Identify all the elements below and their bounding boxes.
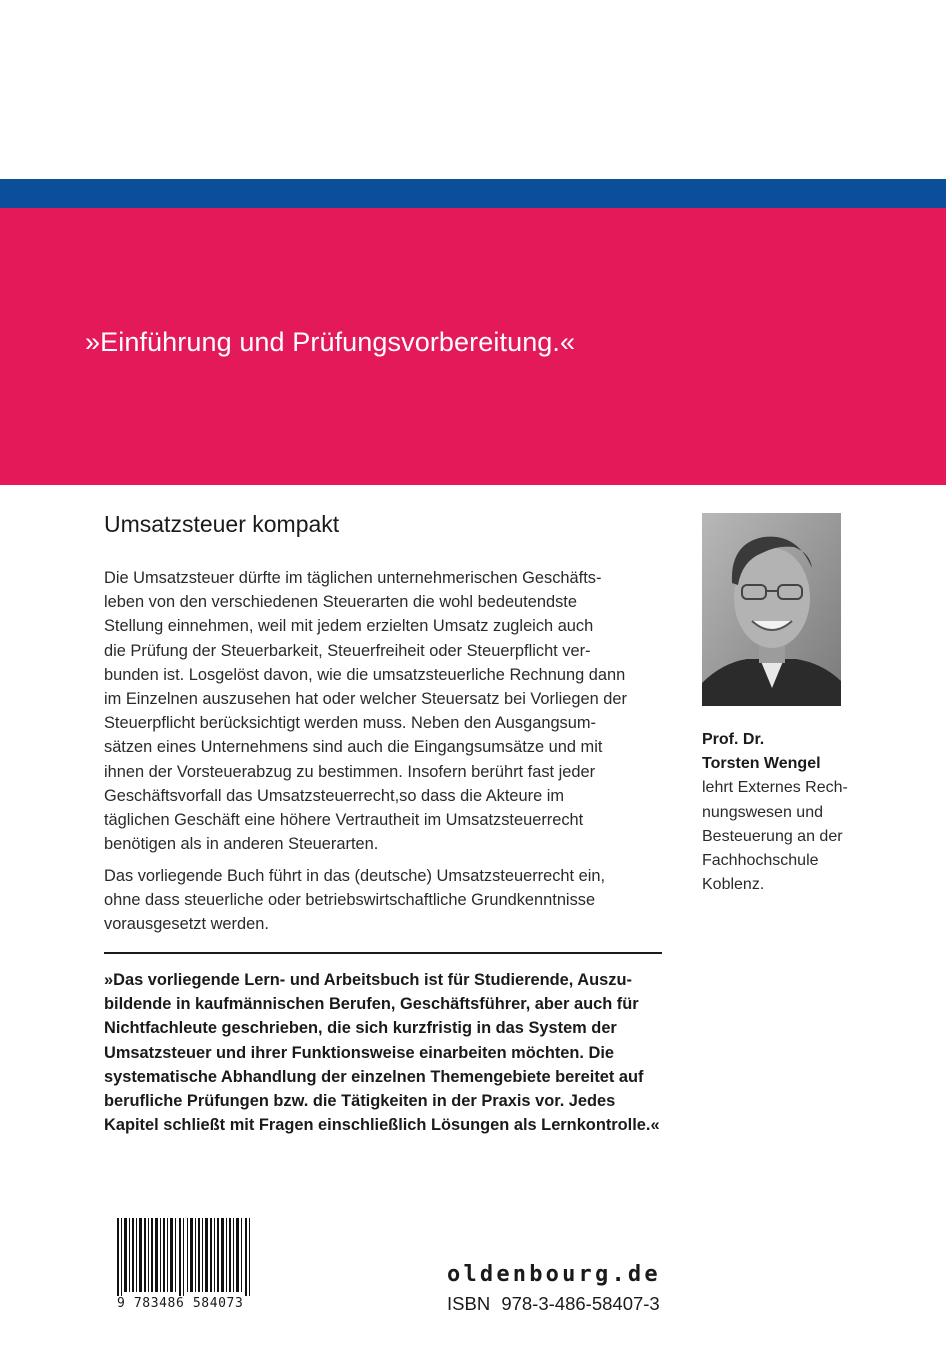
- description-paragraph-2: [104, 864, 649, 937]
- quote-line: Nichtfachleute geschrieben, die sich kurzfristig in das System der: [104, 1019, 617, 1038]
- text-line: Die Umsatzsteuer dürfte im täglichen unternehmerischen Geschäfts-: [104, 569, 602, 587]
- quote-line: Kapitel schließt mit Fragen einschließlich Lösungen als Lernkontrolle.«: [104, 1116, 660, 1135]
- author-bio-line: Besteuerung an der: [702, 827, 843, 845]
- text-line: täglichen Geschäft eine höhere Vertrautheit im Umsatzsteuerrecht: [104, 811, 584, 830]
- author-bio-line: lehrt Externes Rech-: [702, 779, 848, 797]
- blue-stripe: [0, 179, 946, 208]
- text-line: vorausgesetzt werden.: [104, 915, 269, 934]
- text-line: Stellung einnehmen, weil mit jedem erzielten Umsatz zugleich auch: [104, 617, 594, 636]
- quote-line: »Das vorliegende Lern- und Arbeitsbuch ist für Studierende, Auszu-: [104, 971, 632, 989]
- text-line: leben von den verschiedenen Steuerarten die wohl bedeutendste: [104, 593, 577, 612]
- author-photo: [702, 513, 841, 706]
- isbn-number: ISBN 978-3-486-58407-3: [447, 1293, 660, 1314]
- author-name: Torsten Wengel: [702, 755, 821, 773]
- quote-line: systematische Abhandlung der einzelnen Themengebiete bereitet auf: [104, 1067, 644, 1086]
- publisher-website: oldenbourg.de: [447, 1262, 661, 1287]
- text-line: bunden ist. Losgelöst davon, wie die umsatzsteuerliche Rechnung dann: [104, 665, 626, 684]
- author-bio-line: Fachhochschule: [702, 852, 819, 870]
- blurb-quote: [104, 968, 664, 1137]
- description-paragraph-1: [104, 566, 649, 856]
- quote-line: Umsatzsteuer und ihrer Funktionsweise einarbeiten möchten. Die: [104, 1043, 615, 1062]
- tagline: »Einführung und Prüfungsvorbereitung.«: [85, 327, 576, 357]
- author-title: Prof. Dr.: [702, 731, 765, 748]
- barcode-digits: 9 783486 584073: [117, 1296, 244, 1311]
- text-line: ohne dass steuerliche oder betriebswirtschaftliche Grundkenntnisse: [104, 891, 596, 910]
- author-bio-line: Koblenz.: [702, 876, 765, 894]
- author-info: [702, 728, 902, 897]
- text-line: Das vorliegende Buch führt in das (deutsche) Umsatzsteuerrecht ein,: [104, 867, 606, 885]
- text-line: sätzen eines Unternehmens sind auch die Eingangsumsätze und mit: [104, 738, 603, 757]
- text-line: Steuerpflicht berücksichtigt werden muss. Neben den Ausgangsum-: [104, 714, 596, 733]
- text-line: benötigen als in anderen Steuerarten.: [104, 835, 379, 854]
- quote-line: berufliche Prüfungen bzw. die Tätigkeiten in der Praxis vor. Jedes: [104, 1092, 616, 1111]
- text-line: im Einzelnen auszusehen hat oder welcher Steuersatz bei Vorliegen der: [104, 690, 627, 709]
- text-line: ihnen der Vorsteuerabzug zu bestimmen. Insofern berührt fast jeder: [104, 762, 596, 781]
- quote-line: bildende in kaufmännischen Berufen, Geschäftsführer, aber auch für: [104, 995, 639, 1014]
- text-line: die Prüfung der Steuerbarkeit, Steuerfreiheit oder Steuerpflicht ver-: [104, 641, 591, 660]
- author-bio-line: nungswesen und: [702, 803, 823, 821]
- book-title: Umsatzsteuer kompakt: [104, 511, 340, 537]
- divider: [104, 952, 662, 954]
- text-line: Geschäftsvorfall das Umsatzsteuerrecht,so dass die Akteure im: [104, 786, 565, 805]
